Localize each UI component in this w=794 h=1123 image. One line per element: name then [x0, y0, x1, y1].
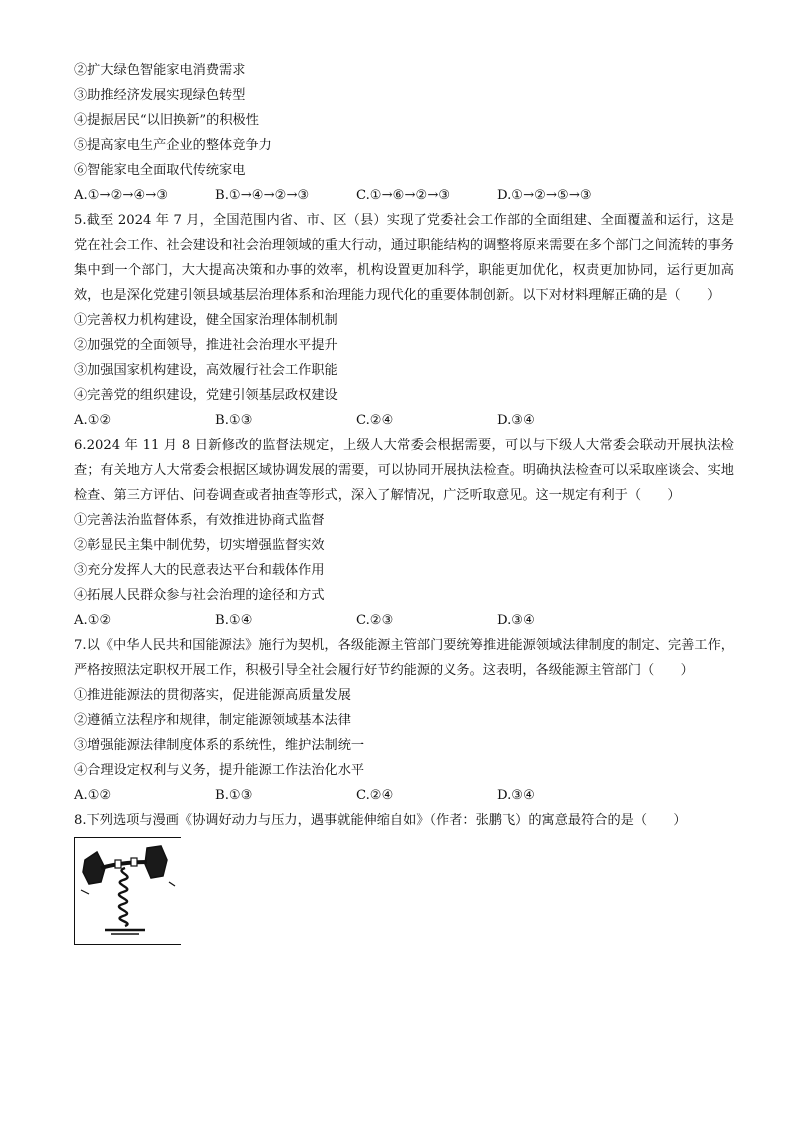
cartoon-image	[74, 837, 181, 945]
q6-item-3: ③充分发挥人大的民意表达平台和载体作用	[74, 563, 325, 578]
q4-item-5: ⑤提高家电生产企业的整体竞争力	[74, 138, 272, 153]
q4-item-2: ②扩大绿色智能家电消费需求	[74, 63, 246, 78]
q7-item-3: ③增强能源法律制度体系的系统性，维护法制统一	[74, 738, 365, 753]
q6-item-1: ①完善法治监督体系，有效推进协商式监督	[74, 513, 325, 528]
q5-option-b: B.①③	[215, 413, 253, 428]
q5-item-3: ③加强国家机构建设，高效履行社会工作职能	[74, 363, 338, 378]
document-page	[74, 58, 734, 945]
question-4-options	[74, 183, 734, 208]
q6-option-a: A.①②	[74, 613, 112, 628]
q4-item-6: ⑥智能家电全面取代传统家电	[74, 163, 246, 178]
q6-option-c: C.②③	[356, 613, 394, 628]
question-7-stem: 7.以《中华人民共和国能源法》施行为契机，各级能源主管部门要统筹推进能源领域法律制度的制定、完善工作，严格按照法定职权开展工作，积极引导全社会履行好节约能源的义务。这表明，各级能源主管部门（ ）	[74, 638, 734, 678]
dumbbell-spring-illustration	[75, 838, 181, 944]
question-4-items	[74, 58, 734, 183]
question-5-options	[74, 408, 734, 433]
q6-option-d: D.③④	[497, 613, 535, 628]
q5-item-2: ②加强党的全面领导，推进社会治理水平提升	[74, 338, 338, 353]
question-6-options	[74, 608, 734, 633]
q6-item-4: ④拓展人民群众参与社会治理的途径和方式	[74, 588, 325, 603]
question-7-items	[74, 683, 734, 783]
q5-option-c: C.②④	[356, 413, 394, 428]
q6-item-2: ②彰显民主集中制优势，切实增强监督实效	[74, 538, 325, 553]
q7-option-b: B.①③	[215, 788, 253, 803]
q7-item-1: ①推进能源法的贯彻落实，促进能源高质量发展	[74, 688, 351, 703]
q7-item-4: ④合理设定权利与义务，提升能源工作法治化水平	[74, 763, 365, 778]
question-5-stem: 5.截至 2024 年 7 月，全国范围内省、市、区（县）实现了党委社会工作部的全面组建、全面覆盖和运行，这是党在社会工作、社会建设和社会治理领域的重大行动，通过职能结构的调整将原来需要在多个部门之间流转的事务集中到一个部门，大大提高决策和办事的效率，机构设置更加科学，职能更加优化，权责更加协同，运行更加高效，也是深化党建引领县域基层治理体系和治理能力现代化的重要体制创新。以下对材料理解正确的是（ ）	[74, 213, 734, 303]
q7-option-c: C.②④	[356, 788, 394, 803]
question-7-options	[74, 783, 734, 808]
q4-item-4: ④提振居民“以旧换新”的积极性	[74, 113, 259, 128]
q4-option-a: A.①→②→④→③	[74, 188, 169, 203]
q4-option-d: D.①→②→⑤→③	[497, 188, 592, 203]
q7-option-a: A.①②	[74, 788, 112, 803]
q4-item-3: ③助推经济发展实现绿色转型	[74, 88, 246, 103]
q5-item-4: ④完善党的组织建设，党建引领基层政权建设	[74, 388, 338, 403]
q4-option-c: C.①→⑥→②→③	[356, 188, 451, 203]
question-8-stem: 8.下列选项与漫画《协调好动力与压力，遇事就能伸缩自如》（作者：张鹏飞）的寓意最符合的是（ ）	[74, 813, 687, 828]
question-6-stem: 6.2024 年 11 月 8 日新修改的监督法规定，上级人大常委会根据需要，可以与下级人大常委会联动开展执法检查；有关地方人大常委会根据区域协调发展的需要，可以协同开展执法检查。明确执法检查可以采取座谈会、实地检查、第三方评估、问卷调查或者抽查等形式，深入了解情况，广泛听取意见。这一规定有利于（ ）	[74, 438, 734, 503]
q5-option-d: D.③④	[497, 413, 535, 428]
q5-option-a: A.①②	[74, 413, 112, 428]
q7-option-d: D.③④	[497, 788, 535, 803]
q5-item-1: ①完善权力机构建设，健全国家治理体制机制	[74, 313, 338, 328]
question-6-items	[74, 508, 734, 608]
q7-item-2: ②遵循立法程序和规律，制定能源领域基本法律	[74, 713, 351, 728]
question-5-items	[74, 308, 734, 408]
q6-option-b: B.①④	[215, 613, 253, 628]
q4-option-b: B.①→④→②→③	[215, 188, 310, 203]
